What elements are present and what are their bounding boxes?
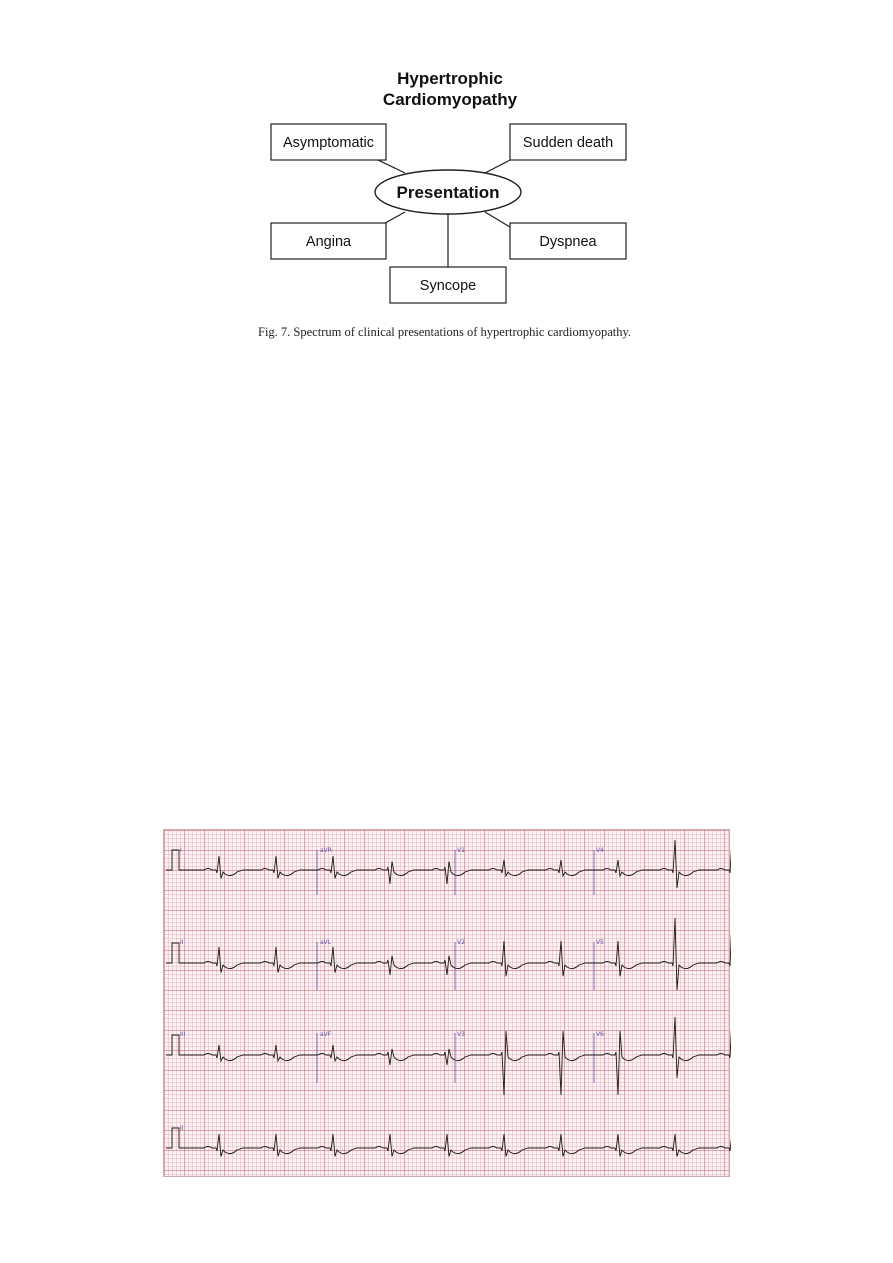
ecg-row-trace xyxy=(166,1017,731,1095)
lead-label-v4: V4 xyxy=(596,847,604,854)
box-sudden-death-label: Sudden death xyxy=(522,135,614,151)
ecg-row-trace xyxy=(166,840,731,888)
ecg-row-trace xyxy=(166,918,731,990)
connector-sudden-death xyxy=(485,160,510,173)
ecg-waveforms xyxy=(166,840,731,1156)
box-sudden-death xyxy=(510,124,626,160)
box-angina-label: Angina xyxy=(305,234,352,250)
lead-label-v3: V3 xyxy=(457,1031,465,1038)
figure-caption: Fig. 7. Spectrum of clinical presentations of hypertrophic cardiomyopathy. xyxy=(258,325,632,339)
box-syncope-label: Syncope xyxy=(419,278,477,294)
lead-label-i: I xyxy=(180,847,182,854)
lead-label-rhythm: II xyxy=(180,1125,184,1132)
diagram-title-line2: Cardiomyopathy xyxy=(382,90,518,109)
box-asymptomatic xyxy=(271,124,386,160)
ecg-strip xyxy=(163,829,730,1177)
connector-dyspnea xyxy=(485,212,510,227)
presentation-diagram xyxy=(260,62,640,312)
lead-label-v2: V2 xyxy=(457,939,465,946)
diagram-graphic xyxy=(260,62,640,312)
lead-label-ii: II xyxy=(180,939,184,946)
presentation-label: Presentation xyxy=(396,183,500,202)
lead-label-iii: III xyxy=(180,1031,186,1038)
lead-label-v5: V5 xyxy=(596,939,604,946)
lead-label-avl: aVL xyxy=(320,939,332,946)
box-angina xyxy=(271,223,386,259)
connector-asymptomatic xyxy=(378,160,405,173)
diagram-title-line1: Hypertrophic xyxy=(397,69,503,88)
lead-label-v1: V1 xyxy=(457,847,465,854)
box-syncope xyxy=(390,267,506,303)
lead-label-avf: aVF xyxy=(320,1031,332,1038)
lead-label-avr: aVR xyxy=(320,847,332,854)
box-dyspnea xyxy=(510,223,626,259)
ecg-row-trace xyxy=(166,1128,731,1156)
lead-separators xyxy=(317,850,594,1083)
box-dyspnea-label: Dyspnea xyxy=(539,234,597,250)
presentation-ellipse xyxy=(375,170,521,214)
box-asymptomatic-label: Asymptomatic xyxy=(282,135,375,151)
ecg-tracing xyxy=(164,830,731,1178)
lead-label-v6: V6 xyxy=(596,1031,604,1038)
